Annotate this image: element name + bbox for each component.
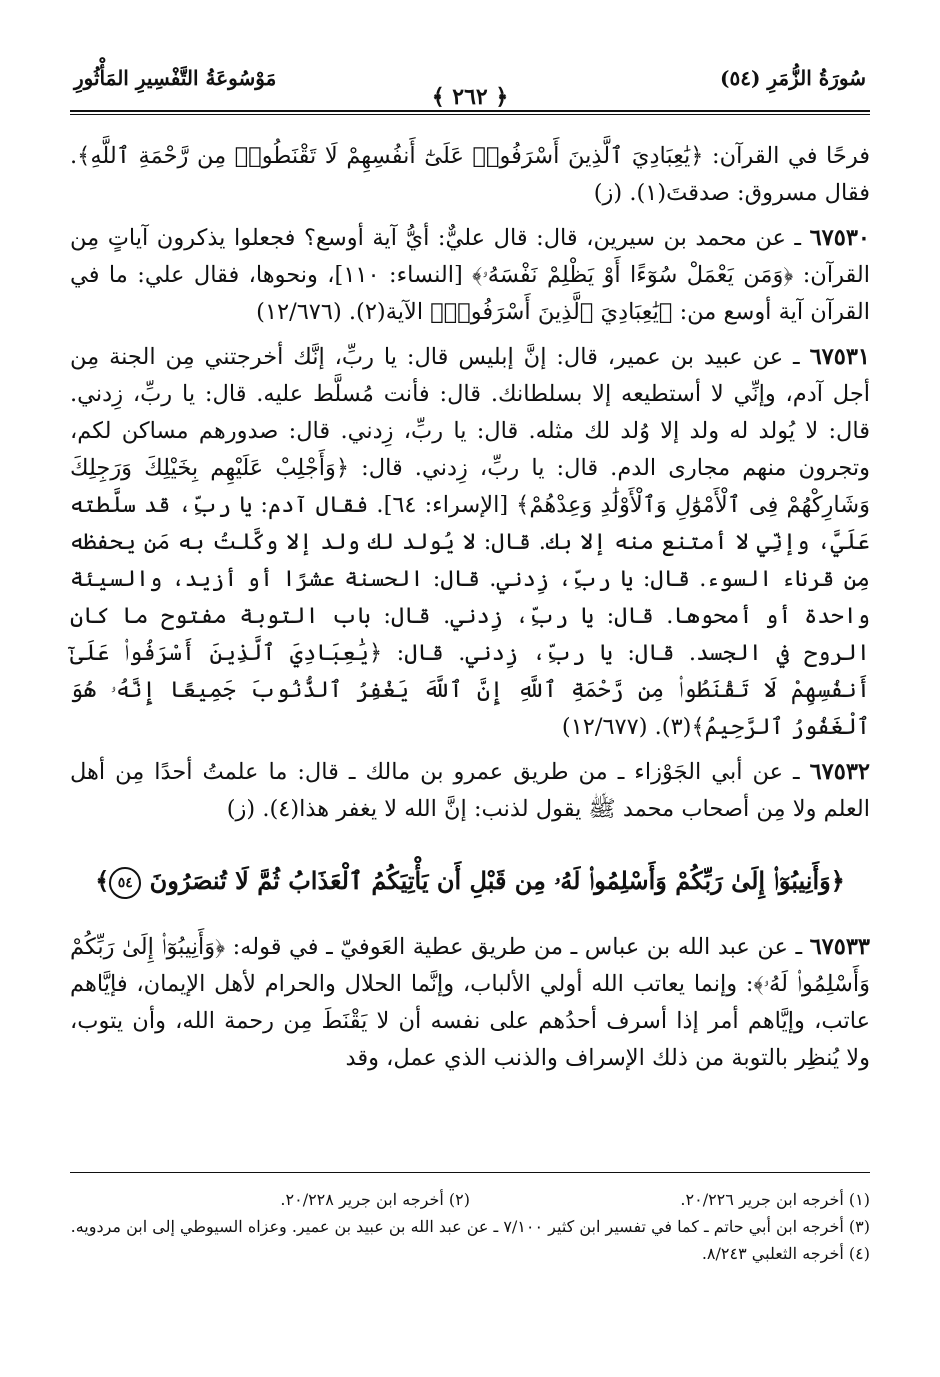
- footnote-divider: [70, 1172, 870, 1173]
- footnote-2: (٢) أخرجه ابن جرير ٢٠/٢٢٨.: [280, 1190, 470, 1209]
- page-header: [70, 60, 870, 112]
- narration-text: ـ عن أبي الجَوْزاء ـ من طريق عمرو بن مالك ـ قال: ما علمتُ أحدًا مِن أهل العلم ولا مِن أصحاب محمد ﷺ يقول لذنب: إنَّ الله لا يغفر هذا(٤). (ز): [70, 759, 870, 822]
- narration-number: ٦٧٥٣٠: [809, 225, 870, 251]
- ayah-number-marker: ٥٤: [109, 867, 141, 899]
- footnote-row: [70, 1186, 870, 1213]
- main-text: [70, 138, 870, 1085]
- header-surah-title: سُورَةُ الزُّمَرِ (٥٤): [719, 66, 866, 90]
- narration-number: ٦٧٥٣٢: [809, 759, 870, 785]
- verse-close-bracket: ﴾: [95, 866, 110, 895]
- narration-67531: [70, 339, 870, 746]
- header-rule: [70, 110, 870, 112]
- narration-text: ـ عن عبد الله بن عباس ـ من طريق عطية العَوفيّ ـ في قوله: ﴿وَأَنِيبُوٓا۟ إِلَىٰ رَبِّكُمْ وَأَسْلِمُوا۟ لَهُۥ﴾: وإنما يعاتب الله أولي الألباب، وإنَّما الحلال والحرام لأهل الإيمان، فإيَّاهم عاتب، وإيَّاهم أمر إذا أسرف أحدُهم على نفسه أن لا يَقْنَطَ مِن رحمة الله، وأن يتوب، ولا يُنظِر بالتوبة من ذلك الإسراف والذنب الذي عمل، وقد: [70, 934, 870, 1071]
- narration-67532: [70, 754, 870, 828]
- page-number: ﴿ ٢٦٢ ﴾: [431, 84, 509, 110]
- narration-number: ٦٧٥٣١: [809, 344, 870, 370]
- header-book-title: مَوْسُوعَةُ التَّفْسِيرِ المَأْثُورِ: [74, 66, 277, 90]
- footnote-4: (٤) أخرجه الثعلبي ٨/٢٤٣.: [701, 1244, 870, 1263]
- narration-text: ـ عن محمد بن سيرين، قال: قال عليٌّ: أيُّ آية أوسع؟ فجعلوا يذكرون آياتٍ مِن القرآن: ﴿وَمَن يَعْمَلْ سُوٓءًا أَوْ يَظْلِمْ نَفْسَهُۥ﴾ [النساء: ١١٠]، ونحوها، فقال علي: ما في القرآن آية أوسع من: ﴿يَٰعِبَادِيَ ٱلَّذِينَ أَسْرَفُوا۟﴾ الآية(٢). (١٢/٦٧٦): [70, 225, 870, 325]
- footnote-1: (١) أخرجه ابن جرير ٢٠/٢٢٦.: [680, 1190, 870, 1209]
- verse-text: ﴿وَأَنِيبُوٓا۟ إِلَىٰ رَبِّكُمْ وَأَسْلِمُوا۟ لَهُۥ مِن قَبْلِ أَن يَأْتِيَكُمُ ٱلْعَذَابُ ثُمَّ لَا تُنصَرُونَ: [149, 866, 845, 895]
- footnote-3: (٣) أخرجه ابن أبي حاتم ـ كما في تفسير ابن كثير ٧/١٠٠ ـ عن عبد الله بن عبيد بن عمير. وعزاه السيوطي إلى ابن مردويه.: [70, 1217, 870, 1236]
- header-rule-thin: [70, 114, 870, 115]
- narration-67533: [70, 929, 870, 1077]
- footnotes: [70, 1186, 870, 1267]
- quran-verse-heading: [70, 862, 870, 899]
- narration-text: ـ عن عبيد بن عمير، قال: إنَّ إبليس قال: يا ربِّ، إنَّك أخرجتني مِن الجنة مِن أجل آدم، وإنِّي لا أستطيعه إلا بسلطانك. قال: فأنت مُسلَّط عليه. قال: يا ربِّ، زِدني. قال: لا يُولد له ولد إلا وُلد لك مثله. قال: يا ربِّ، زِدني. قال: صدورهم مساكن لكم، وتجرون منهم مجارى الدم. قال: يا ربِّ، زِدني. قال: ﴿وَأَجْلِبْ عَلَيْهِم بِخَيْلِكَ وَرَجِلِكَ وَشَارِكْهُمْ فِى ٱلْأَمْوَٰلِ وَٱلْأَوْلَٰدِ وَعِدْهُمْ﴾ [الإسراء: ٦٤]. فقال آدم: يا ربِّ، قد سلَّطته عَلَيَّ، وإنِّي لا أمتنع منه إلا بك. قال: لا يُولد لك ولد إلا وكَّلتُ به مَن يحفظه مِن قرناء السوء. قال: يا ربِّ، زِدني. قال: الحسنة عشرًا أو أزيد، والسيئة واحدة أو أمحوها. قال: يا ربِّ، زِدني. قال: باب التوبة مفتوح ما كان الروح في الجسد. قال: يا ربِّ، زِدني. قال: ﴿يَٰعِبَادِيَ ٱلَّذِينَ أَسْرَفُوا۟ عَلَىٰٓ أَنفُسِهِمْ لَا تَقْنَطُوا۟ مِن رَّحْمَةِ ٱللَّهِ إِنَّ ٱللَّهَ يَغْفِرُ ٱلذُّنُوبَ جَمِيعًا إِنَّهُۥ هُوَ ٱلْغَفُورُ ٱلرَّحِيمُ﴾(٣). (١٢/٦٧٧): [70, 344, 870, 740]
- narration-number: ٦٧٥٣٣: [809, 934, 870, 960]
- paragraph-text: فرحًا في القرآن: ﴿يَٰعِبَادِيَ ٱلَّذِينَ أَسْرَفُوا۟ عَلَىٰٓ أَنفُسِهِمْ لَا تَقْنَطُوا۟ مِن رَّحْمَةِ ٱللَّهِ﴾. فقال مسروق: صدقتَ(١). (ز): [70, 143, 870, 206]
- narration-67530: [70, 220, 870, 331]
- paragraph-continued: [70, 138, 870, 212]
